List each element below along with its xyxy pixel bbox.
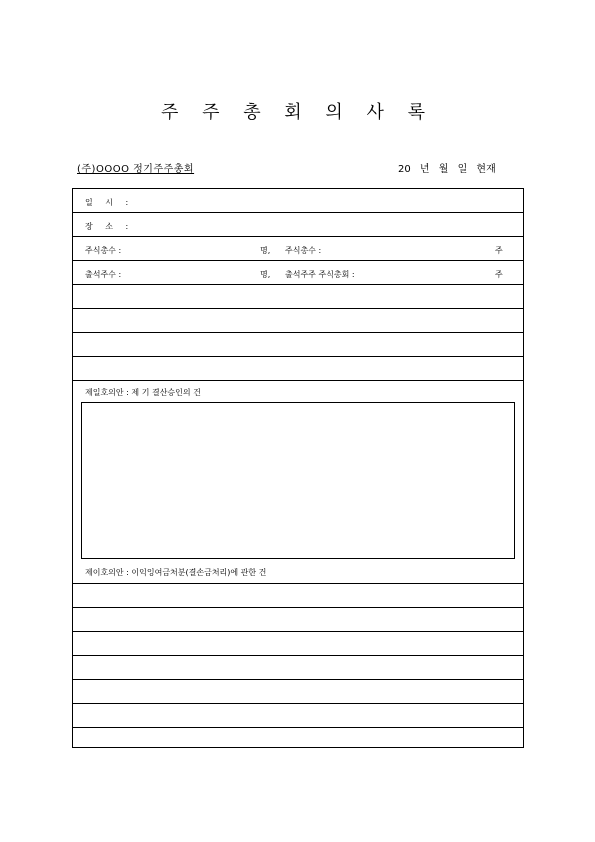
attending-shares-unit: 주 (495, 270, 503, 279)
shareholders-label: 주식총수 : (85, 246, 122, 255)
blank-row (73, 680, 523, 704)
agenda-content-box (81, 402, 515, 559)
blank-row (73, 704, 523, 728)
agenda-item-1: 제일호의안 : 제 기 결산승인의 건 (85, 388, 201, 397)
blank-row (73, 357, 523, 381)
agenda-block (73, 380, 523, 584)
blank-row (73, 656, 523, 680)
shares-total-unit: 주 (495, 246, 503, 255)
agenda-item-2: 제이호의안 : 이익잉여금처분(결손금처리)에 관한 건 (85, 568, 267, 577)
blank-row (73, 584, 523, 608)
as-of-date: 20 년 월 일 현재 (398, 164, 496, 175)
blank-row (73, 309, 523, 333)
document-title: 주 주 총 회 의 사 록 (160, 102, 435, 123)
minutes-form (72, 188, 524, 748)
row-datetime (73, 189, 523, 213)
blank-row (73, 632, 523, 656)
blank-row (73, 285, 523, 309)
shares-total-label: 주식총수 : (285, 246, 322, 255)
blank-row (73, 333, 523, 357)
row-place (73, 213, 523, 237)
row-shares-total (73, 237, 523, 261)
company-meeting-name: (주)OOOO 정기주주총회 (77, 164, 195, 175)
attending-label: 출석주수 : (85, 270, 122, 279)
attending-shares-label: 출석주주 주식총회 : (285, 270, 355, 279)
shareholders-unit: 명, (260, 246, 271, 255)
place-label: 장 소 : (85, 222, 129, 231)
blank-row (73, 608, 523, 632)
datetime-label: 일 시 : (85, 198, 129, 207)
row-attendance (73, 261, 523, 285)
attending-unit: 명, (260, 270, 271, 279)
